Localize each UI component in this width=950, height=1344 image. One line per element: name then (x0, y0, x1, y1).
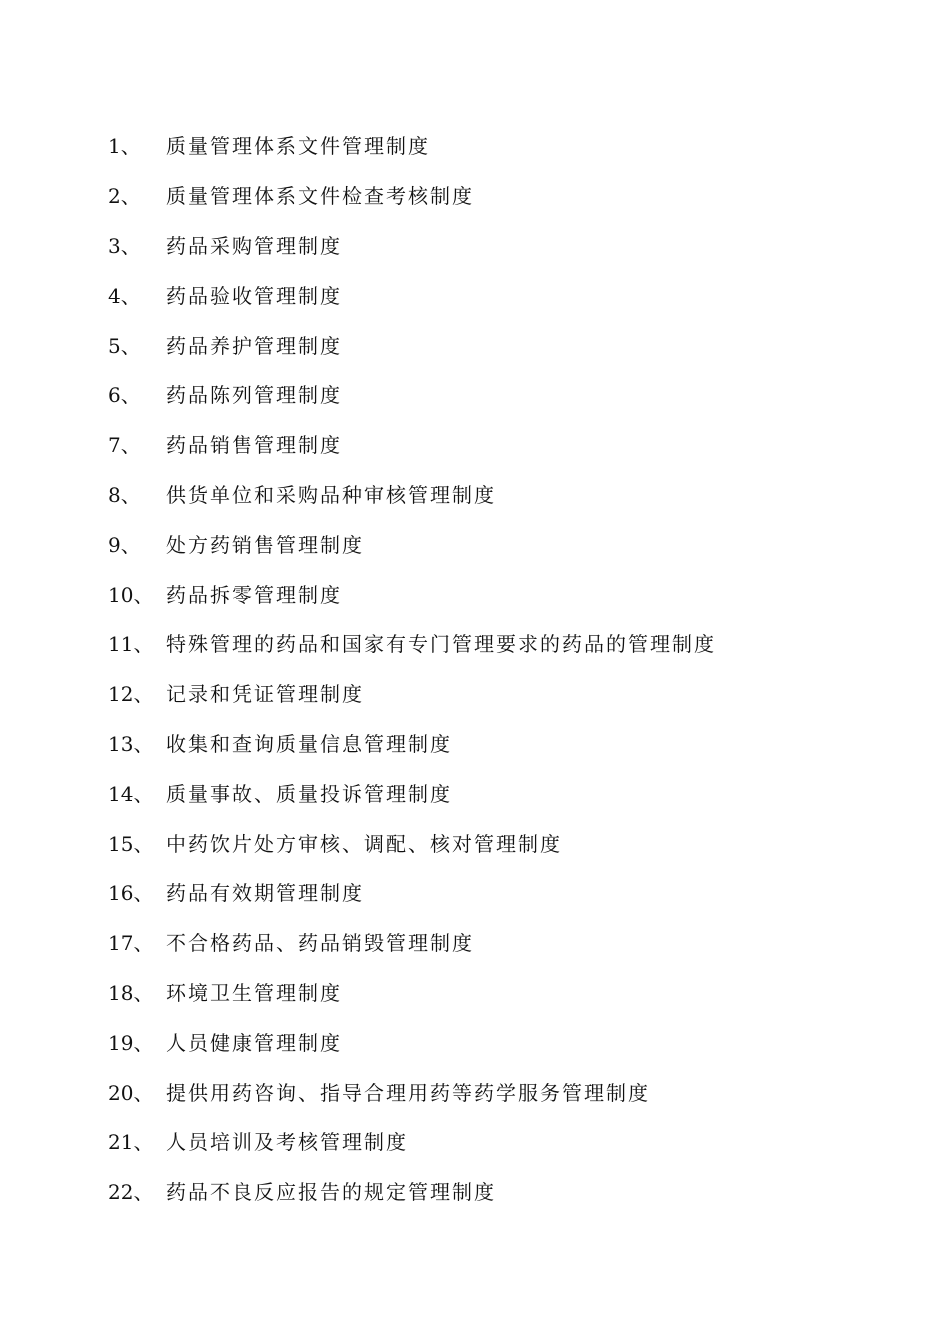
item-number: 1、 (108, 134, 141, 159)
item-title: 药品拆零管理制度 (166, 582, 342, 607)
item-title: 药品销售管理制度 (166, 433, 342, 458)
list-item (108, 867, 716, 917)
item-number: 18、 (108, 980, 154, 1005)
item-number: 11、 (108, 632, 154, 657)
item-number: 19、 (108, 1030, 154, 1055)
list-item (108, 668, 716, 718)
item-number: 16、 (108, 881, 154, 906)
list-item (108, 220, 716, 270)
item-number: 12、 (108, 682, 154, 707)
item-title: 药品不良反应报告的规定管理制度 (166, 1180, 496, 1205)
item-title: 特殊管理的药品和国家有专门管理要求的药品的管理制度 (166, 632, 716, 657)
item-title: 收集和查询质量信息管理制度 (166, 731, 452, 756)
item-title: 处方药销售管理制度 (166, 532, 364, 557)
item-number: 15、 (108, 831, 154, 856)
item-title: 药品陈列管理制度 (166, 383, 342, 408)
list-item (108, 1066, 716, 1116)
item-title: 不合格药品、药品销毁管理制度 (166, 931, 474, 956)
item-number: 2、 (108, 184, 141, 209)
list-item (108, 568, 716, 618)
list-item (108, 917, 716, 967)
list-item (108, 319, 716, 369)
list-item (108, 1166, 716, 1216)
list-item (108, 718, 716, 768)
item-title: 质量管理体系文件管理制度 (166, 134, 430, 159)
item-number: 10、 (108, 582, 154, 607)
item-title: 供货单位和采购品种审核管理制度 (166, 482, 496, 507)
item-title: 人员培训及考核管理制度 (166, 1130, 408, 1155)
item-title: 提供用药咨询、指导合理用药等药学服务管理制度 (166, 1080, 650, 1105)
item-title: 质量管理体系文件检查考核制度 (166, 184, 474, 209)
list-item (108, 967, 716, 1017)
item-title: 记录和凭证管理制度 (166, 682, 364, 707)
item-number: 7、 (108, 433, 141, 458)
list-item (108, 1116, 716, 1166)
item-number: 17、 (108, 931, 154, 956)
list-item (108, 618, 716, 668)
item-number: 3、 (108, 233, 141, 258)
item-title: 药品采购管理制度 (166, 233, 342, 258)
item-number: 13、 (108, 731, 154, 756)
list-item (108, 120, 716, 170)
item-title: 质量事故、质量投诉管理制度 (166, 781, 452, 806)
list-item (108, 369, 716, 419)
item-title: 药品验收管理制度 (166, 283, 342, 308)
list-item (108, 469, 716, 519)
list-item (108, 767, 716, 817)
item-number: 5、 (108, 333, 141, 358)
regulation-list (108, 120, 716, 1216)
list-item (108, 419, 716, 469)
item-number: 14、 (108, 781, 154, 806)
list-item (108, 518, 716, 568)
list-item (108, 817, 716, 867)
item-number: 20、 (108, 1080, 154, 1105)
item-number: 4、 (108, 283, 141, 308)
item-title: 中药饮片处方审核、调配、核对管理制度 (166, 831, 562, 856)
item-number: 21、 (108, 1130, 154, 1155)
item-title: 环境卫生管理制度 (166, 980, 342, 1005)
item-number: 9、 (108, 532, 141, 557)
item-title: 药品养护管理制度 (166, 333, 342, 358)
item-title: 药品有效期管理制度 (166, 881, 364, 906)
list-item (108, 1016, 716, 1066)
item-title: 人员健康管理制度 (166, 1030, 342, 1055)
list-item (108, 269, 716, 319)
item-number: 22、 (108, 1180, 154, 1205)
list-item (108, 170, 716, 220)
item-number: 6、 (108, 383, 141, 408)
item-number: 8、 (108, 482, 141, 507)
